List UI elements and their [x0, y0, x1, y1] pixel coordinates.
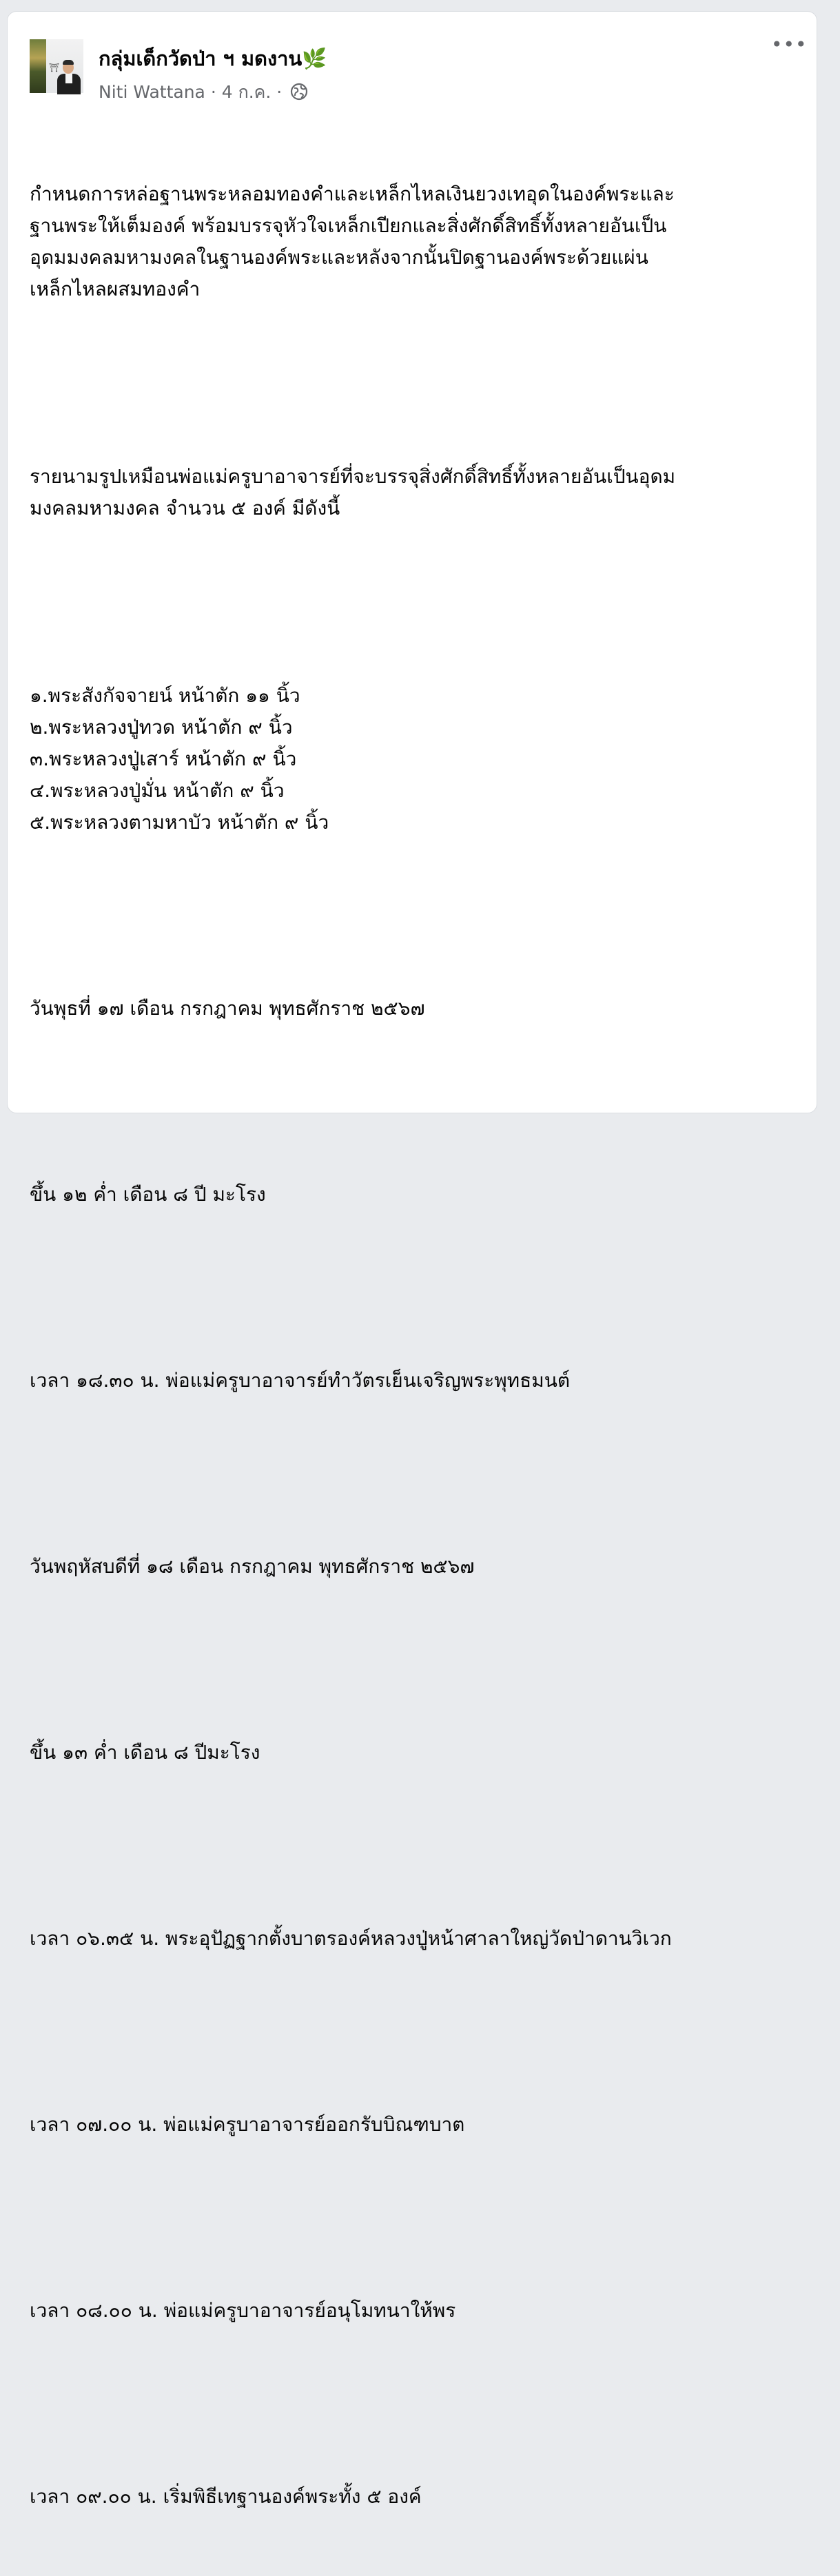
post-paragraph-time-0800: เวลา ๐๘.๐๐ น. พ่อแม่ครูบาอาจารย์อนุโมทนาให้พร [30, 2299, 456, 2322]
post-meta [99, 82, 308, 105]
group-name-link[interactable]: กลุ่มเด็กวัดป่า ฯ มดงาน🌿 [99, 47, 327, 70]
post-body [30, 115, 801, 2576]
post-paragraph-day1-date: วันพุธที่ ๑๗ เดือน กรกฎาคม พุทธศักราช ๒๕๖๗ [30, 997, 425, 1020]
avatar-photo-left-strip [30, 39, 46, 93]
post-paragraph-time-0635: เวลา ๐๖.๓๕ น. พระอุปัฏฐากตั้งบาตรองค์หลวงปู่หน้าศาลาใหญ่วัดป่าดานวิเวก [30, 1927, 672, 1950]
meta-separator-2: · [271, 82, 288, 102]
post-paragraph-day1-evening: เวลา ๑๘.๓๐ น. พ่อแม่ครูบาอาจารย์ทำวัตรเย็นเจริญพระพุทธมนต์ [30, 1369, 571, 1392]
post-paragraph-time-0900: เวลา ๐๙.๐๐ น. เริ่มพิธีเทฐานองค์พระทั้ง ๕ องค์ [30, 2485, 422, 2508]
post-paragraph-day2-lunar: ขึ้น ๑๓ ค่ำ เดือน ๘ ปีมะโรง [30, 1741, 260, 1764]
avatar-person-hair [63, 60, 74, 65]
post-date-link[interactable]: 4 ก.ค. [221, 82, 272, 102]
group-avatar[interactable] [30, 39, 83, 93]
author-name-link[interactable]: Niti Wattana [99, 82, 205, 102]
post-paragraph-intro: กำหนดการหล่อฐานพระหลอมทองคำและเหล็กไหลเงินยวงเทอุดในองค์พระและ ฐานพระให้เต็มองค์ พร้อมบรรจุหัวใจเหล็กเปียกและสิ่งศักดิ์สิทธิ์ทั้งหลายอันเป็น อุดมมงคลมหามงคลในฐานองค์พระและหลังจากนั้นปิดฐานองค์พระด้วยแผ่น เหล็กไหลผสมทองคำ [30, 183, 675, 300]
post-card [7, 11, 817, 2508]
post-paragraph-statue-list: ๑.พระสังกัจจายน์ หน้าตัก ๑๑ นิ้ว ๒.พระหลวงปู่ทวด หน้าตัก ๙ นิ้ว ๓.พระหลวงปู่เสาร์ หน้าตัก ๙ นิ้ว ๔.พระหลวงปู่มั่น หน้าตัก ๙ นิ้ว ๕.พระหลวงตามหาบัว หน้าตัก ๙ นิ้ว [30, 684, 329, 834]
avatar-photo-sign: ⛩ [49, 63, 60, 72]
meta-separator: · [205, 82, 222, 102]
post-paragraph-time-0700: เวลา ๐๗.๐๐ น. พ่อแม่ครูบาอาจารย์ออกรับบิณฑบาต [30, 2113, 465, 2136]
post-paragraph-day1-lunar: ขึ้น ๑๒ ค่ำ เดือน ๘ ปี มะโรง [30, 1183, 266, 1206]
post-paragraph-list-heading: รายนามรูปเหมือนพ่อแม่ครูบาอาจารย์ที่จะบรรจุสิ่งศักดิ์สิทธิ์ทั้งหลายอันเป็นอุดม มงคลมหามงคล จำนวน ๕ องค์ มีดังนี้ [30, 465, 676, 519]
globe-icon[interactable] [290, 83, 308, 105]
more-options-icon[interactable]: ••• [771, 33, 808, 56]
avatar-person-collar [65, 74, 72, 83]
post-paragraph-day2-date: วันพฤหัสบดีที่ ๑๘ เดือน กรกฎาคม พุทธศักราช ๒๕๖๗ [30, 1555, 475, 1578]
